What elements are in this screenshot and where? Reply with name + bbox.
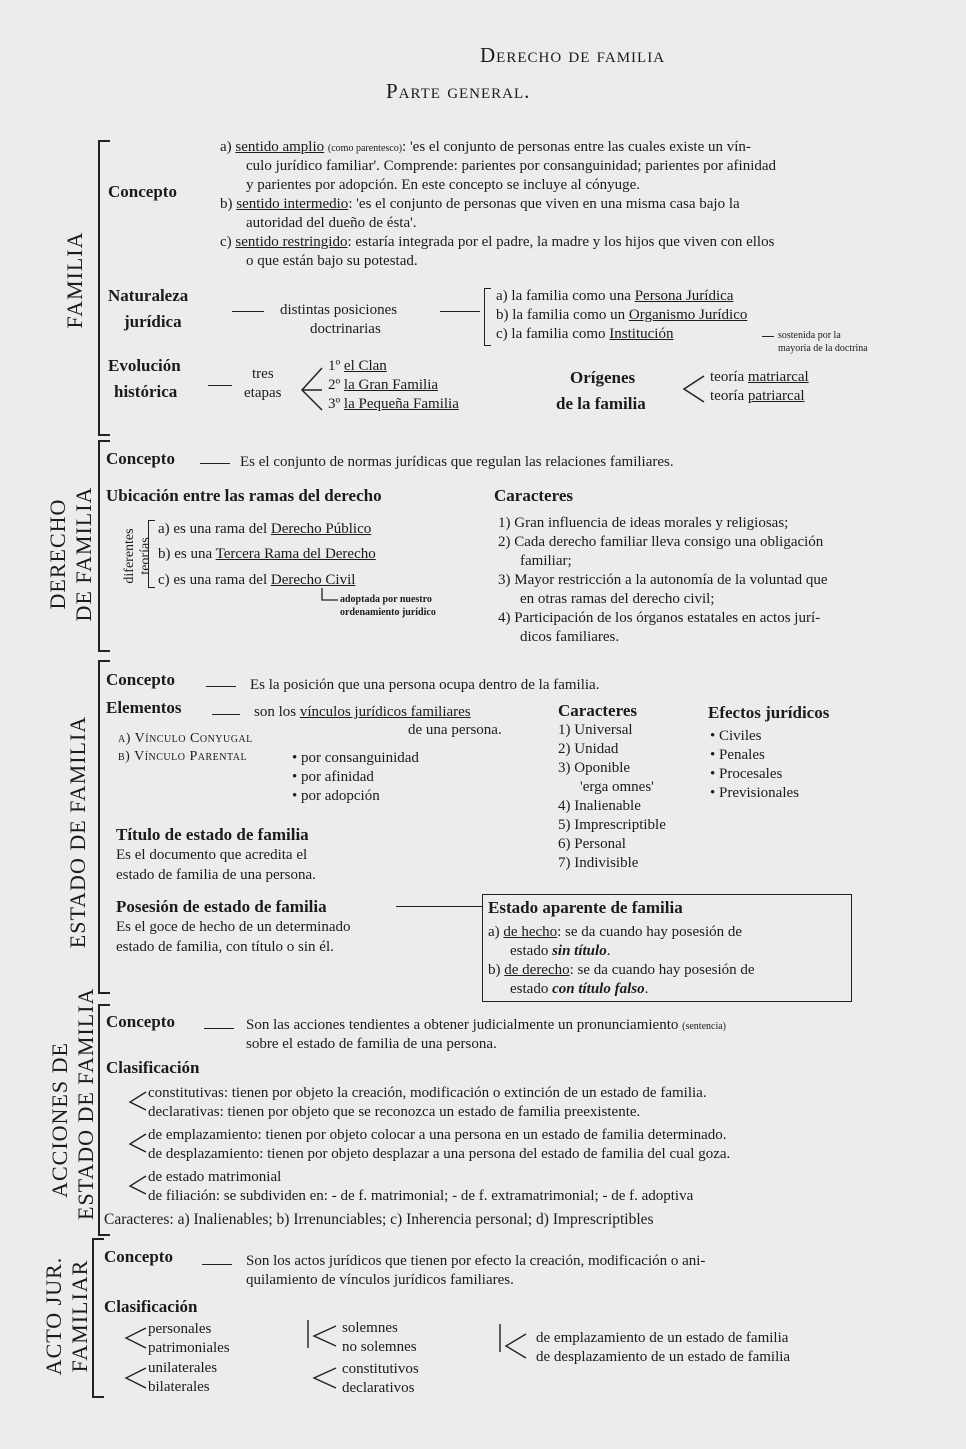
teoria-1-term: matriarcal	[747, 369, 809, 385]
naturaleza-b-term: Organismo Jurídico	[628, 307, 748, 323]
naturaleza-connector-2	[440, 311, 480, 312]
acto-g3-b: de desplazamiento de un estado de familia	[536, 1349, 791, 1365]
ubicacion-b-text: b) es una	[158, 546, 216, 562]
concepto-a-line3: y parientes por adopción. En este concepto se incluye al cónyuge.	[246, 177, 641, 193]
acciones-concepto-note: (sentencia)	[682, 1021, 726, 1032]
ubicacion-note-arrow-icon	[320, 588, 340, 604]
derecho-caracter-2a: 2) Cada derecho familiar lleva consigo una obligación	[498, 534, 824, 550]
efecto-4: • Previsionales	[710, 785, 799, 801]
ubicacion-c-term: Derecho Civil	[270, 572, 356, 588]
page-title: Derecho de familia	[480, 43, 666, 67]
teoria-2-term: patriarcal	[747, 388, 805, 404]
elemento-a: a) Vínculo Conyugal	[118, 731, 253, 746]
concepto-b-prefix: b)	[220, 196, 233, 212]
derecho-caracteres-heading: Caracteres	[494, 486, 573, 505]
teoria-1-text: teoría	[710, 369, 748, 385]
acto-g2-b: no solemnes	[342, 1339, 417, 1355]
accion-estado-matrimonial: de estado matrimonial	[148, 1169, 282, 1185]
acciones-fork-icon	[124, 1082, 148, 1202]
derecho-concepto-heading: Concepto	[106, 449, 175, 468]
acto-g2-a: solemnes	[342, 1320, 398, 1336]
naturaleza-middle-1: distintas posiciones	[280, 302, 398, 318]
titulo-line-2: estado de familia de una persona.	[116, 867, 316, 883]
ubicacion-a-text: a) es una rama del	[158, 521, 271, 537]
efecto-3: • Procesales	[710, 766, 783, 782]
titulo-line-1: Es el documento que acredita el	[116, 847, 308, 863]
estado-caracteres-heading: Caracteres	[558, 701, 637, 720]
posesion-connector	[396, 906, 482, 907]
acto-fork-1-icon	[120, 1320, 148, 1398]
concepto-b-line2: autoridad del dueño de ésta'.	[246, 215, 417, 231]
accion-desplazamiento: de desplazamiento: tienen por objeto desplazar a una persona del estado de familia del cual goza.	[148, 1146, 731, 1162]
etapa-1-num: 1º	[328, 358, 344, 374]
estado-side-label: ESTADO DE FAMILIA	[65, 715, 90, 949]
acto-bracket	[92, 1238, 104, 1398]
concepto-a-term: sentido amplio	[235, 139, 325, 155]
estado-caracter-1: 1) Universal	[558, 722, 633, 738]
posesion-line-1: Es el goce de hecho de un determinado	[116, 919, 351, 935]
aparente-b-term: de derecho	[504, 962, 570, 978]
page-subtitle: Parte general.	[386, 79, 531, 103]
elementos-heading: Elementos	[106, 698, 182, 717]
concepto-b-line1: : 'es el conjunto de personas que viven en una misma casa bajo la	[348, 196, 740, 212]
etapa-3-term: la Pequeña Familia	[343, 396, 459, 412]
derecho-caracter-2b: familiar;	[520, 553, 572, 569]
naturaleza-note-2: mayoría de la doctrina	[778, 343, 868, 354]
elemento-b: b) Vínculo Parental	[118, 749, 248, 764]
acciones-concepto-line-1: Son las acciones tendientes a obtener judicialmente un pronunciamiento	[246, 1017, 679, 1033]
familia-side-label: FAMILIA	[62, 231, 87, 329]
acciones-clasificacion-heading: Clasificación	[106, 1058, 200, 1077]
acciones-side-label-1: ACCIONES DE	[47, 1042, 72, 1198]
aparente-a-end: .	[606, 943, 611, 959]
aparente-b-line2: estado	[510, 981, 553, 997]
concepto-a-line2: culo jurídico familiar'. Comprende: parientes por consanguinidad; parientes por afinidad	[246, 158, 777, 174]
naturaleza-connector	[232, 311, 264, 312]
naturaleza-heading-1: Naturaleza	[108, 286, 189, 305]
acciones-concepto-line-2: sobre el estado de familia de una persona.	[246, 1036, 497, 1052]
ubicacion-c-text: c) es una rama del	[158, 572, 271, 588]
acto-concepto-heading: Concepto	[104, 1247, 173, 1266]
estado-caracter-5: 5) Imprescriptible	[558, 817, 666, 833]
efecto-2: • Penales	[710, 747, 765, 763]
derecho-caracter-3a: 3) Mayor restricción a la autonomía de la voluntad que	[498, 572, 828, 588]
derecho-concepto-connector	[200, 463, 230, 464]
ubicacion-brace	[148, 520, 155, 588]
efecto-1: • Civiles	[710, 728, 762, 744]
concepto-a-prefix: a)	[220, 139, 232, 155]
aparente-a-term: de hecho	[503, 924, 558, 940]
naturaleza-b-text: b) la familia como un	[496, 307, 629, 323]
concepto-b-term: sentido intermedio	[236, 196, 349, 212]
derecho-caracter-1: 1) Gran influencia de ideas morales y religiosas;	[498, 515, 789, 531]
ubicacion-note-2: ordenamiento jurídico	[340, 607, 436, 618]
estado-caracter-3: 3) Oponible	[558, 760, 631, 776]
evolucion-heading-1: Evolución	[108, 356, 181, 375]
posesion-heading: Posesión de estado de familia	[116, 897, 327, 916]
naturaleza-middle-2: doctrinarias	[310, 321, 381, 337]
acciones-concepto-connector	[204, 1028, 234, 1029]
acto-concepto-connector	[202, 1264, 232, 1265]
acto-side-label-1: ACTO JUR.	[41, 1256, 66, 1376]
origenes-heading-2: de la familia	[556, 394, 646, 413]
evolucion-fork-icon	[298, 364, 324, 414]
derecho-caracter-4b: dicos familiares.	[520, 629, 620, 645]
ubicacion-side-1: diferentes	[122, 528, 137, 584]
accion-declarativas: declarativas: tienen por objeto que se reconozca un estado de familia preexistente.	[148, 1104, 641, 1120]
estado-concepto-text: Es la posición que una persona ocupa dentro de la familia.	[250, 677, 600, 693]
naturaleza-a-term: Persona Jurídica	[634, 288, 734, 304]
estado-caracter-7: 7) Indivisible	[558, 855, 639, 871]
derecho-concepto-text: Es el conjunto de normas jurídicas que regulan las relaciones familiares.	[240, 454, 674, 470]
aparente-a-text: : se da cuando hay posesión de	[557, 924, 743, 940]
acto-g3-a: de emplazamiento de un estado de familia	[536, 1330, 789, 1346]
acto-side-label-2: FAMILIAR	[67, 1259, 92, 1373]
estado-caracter-4: 4) Inalienable	[558, 798, 641, 814]
accion-filiacion: de filiación: se subdividen en: - de f. matrimonial; - de f. extramatrimonial; - de f. adoptiva	[148, 1188, 694, 1204]
origenes-fork-icon	[680, 372, 706, 406]
naturaleza-note-connector	[762, 336, 774, 337]
teoria-2-text: teoría	[710, 388, 748, 404]
acto-fork-2-icon	[304, 1318, 340, 1398]
elementos-text-2: de una persona.	[408, 722, 502, 738]
accion-emplazamiento: de emplazamiento: tienen por objeto colocar a una persona en un estado de familia determinado.	[148, 1127, 727, 1143]
etapa-2-term: la Gran Familia	[343, 377, 439, 393]
estado-concepto-heading: Concepto	[106, 670, 175, 689]
derecho-side-label-1: DERECHO	[45, 498, 70, 610]
acto-g1-a: personales	[148, 1321, 212, 1337]
naturaleza-note-1: sostenida por la	[778, 330, 841, 341]
acciones-concepto-heading: Concepto	[106, 1012, 175, 1031]
concepto-c-term: sentido restringido	[235, 234, 348, 250]
acto-g1-b: patrimoniales	[148, 1340, 230, 1356]
ubicacion-a-term: Derecho Público	[270, 521, 372, 537]
aparente-a-line2: estado	[510, 943, 553, 959]
concepto-a-line1: : 'es el conjunto de personas entre las cuales existe un vín-	[402, 139, 751, 155]
evolucion-connector	[208, 385, 232, 386]
acto-clasificacion-heading: Clasificación	[104, 1297, 198, 1316]
origenes-heading-1: Orígenes	[570, 368, 636, 387]
evolucion-heading-2: histórica	[114, 382, 178, 401]
derecho-side-label-2: DE FAMILIA	[71, 486, 96, 622]
efectos-heading: Efectos jurídicos	[708, 703, 830, 722]
etapa-1-term: el Clan	[343, 358, 387, 374]
aparente-b-text: : se da cuando hay posesión de	[569, 962, 755, 978]
derecho-bracket	[98, 440, 110, 652]
etapa-2-num: 2º	[328, 377, 344, 393]
elemento-parental-2: • por afinidad	[292, 769, 374, 785]
ubicacion-b-term: Tercera Rama del Derecho	[215, 546, 376, 562]
elemento-parental-3: • por adopción	[292, 788, 380, 804]
concepto-c-line1: : estaría integrada por el padre, la madre y los hijos que viven con ellos	[347, 234, 775, 250]
posesion-line-2: estado de familia, con título o sin él.	[116, 939, 334, 955]
accion-constitutivas: constitutivas: tienen por objeto la creación, modificación o extinción de un estado de familia.	[148, 1085, 707, 1101]
naturaleza-heading-2: jurídica	[124, 312, 182, 331]
evolucion-middle-2: etapas	[244, 385, 282, 401]
aparente-a-prefix: a)	[488, 924, 504, 940]
titulo-heading: Título de estado de familia	[116, 825, 309, 844]
aparente-b-prefix: b)	[488, 962, 505, 978]
concepto-a-note: (como parentesco)	[327, 143, 403, 154]
elementos-text-1: son los	[254, 704, 300, 720]
naturaleza-c-term: Institución	[609, 326, 674, 342]
ubicacion-side-2: teorías	[138, 537, 153, 575]
estado-caracter-3b: 'erga omnes'	[580, 779, 654, 795]
estado-caracter-2: 2) Unidad	[558, 741, 619, 757]
ubicacion-heading: Ubicación entre las ramas del derecho	[106, 486, 382, 505]
acto-fork-3-icon	[496, 1322, 530, 1366]
estado-concepto-connector	[206, 686, 236, 687]
concepto-c-line2: o que están bajo su potestad.	[246, 253, 418, 269]
aparente-b-end: .	[644, 981, 649, 997]
estado-caracter-6: 6) Personal	[558, 836, 626, 852]
concepto-c-prefix: c)	[220, 234, 232, 250]
acciones-caracteres: Caracteres: a) Inalienables; b) Irrenunciables; c) Inherencia personal; d) Imprescriptibles	[104, 1211, 654, 1228]
elementos-connector	[212, 714, 240, 715]
evolucion-middle-1: tres	[252, 366, 274, 382]
derecho-caracter-4a: 4) Participación de los órganos estatales en actos jurí-	[498, 610, 821, 626]
acciones-bracket	[98, 1004, 110, 1236]
naturaleza-brace	[484, 288, 491, 346]
acto-concepto-line-2: quilamiento de vínculos jurídicos familiares.	[246, 1272, 514, 1288]
ubicacion-note-1: adoptada por nuestro	[340, 594, 432, 605]
elementos-term: vínculos jurídicos familiares	[299, 704, 471, 720]
aparente-heading: Estado aparente de familia	[488, 898, 683, 917]
acto-g2-d: declarativos	[342, 1380, 415, 1396]
acto-g1-d: bilaterales	[148, 1379, 210, 1395]
aparente-b-em: con título falso	[552, 981, 645, 997]
etapa-3-num: 3º	[328, 396, 344, 412]
acto-concepto-line-1: Son los actos jurídicos que tienen por efecto la creación, modificación o ani-	[246, 1253, 706, 1269]
elemento-parental-1: • por consanguinidad	[292, 750, 419, 766]
aparente-a-em: sin título	[552, 943, 607, 959]
naturaleza-c-text: c) la familia como	[496, 326, 610, 342]
acciones-side-label-2: ESTADO DE FAMILIA	[73, 987, 98, 1220]
acto-g2-c: constitutivos	[342, 1361, 419, 1377]
naturaleza-a-text: a) la familia como una	[496, 288, 635, 304]
familia-concepto-heading: Concepto	[108, 182, 177, 201]
acto-g1-c: unilaterales	[148, 1360, 218, 1376]
derecho-caracter-3b: en otras ramas del derecho civil;	[520, 591, 715, 607]
